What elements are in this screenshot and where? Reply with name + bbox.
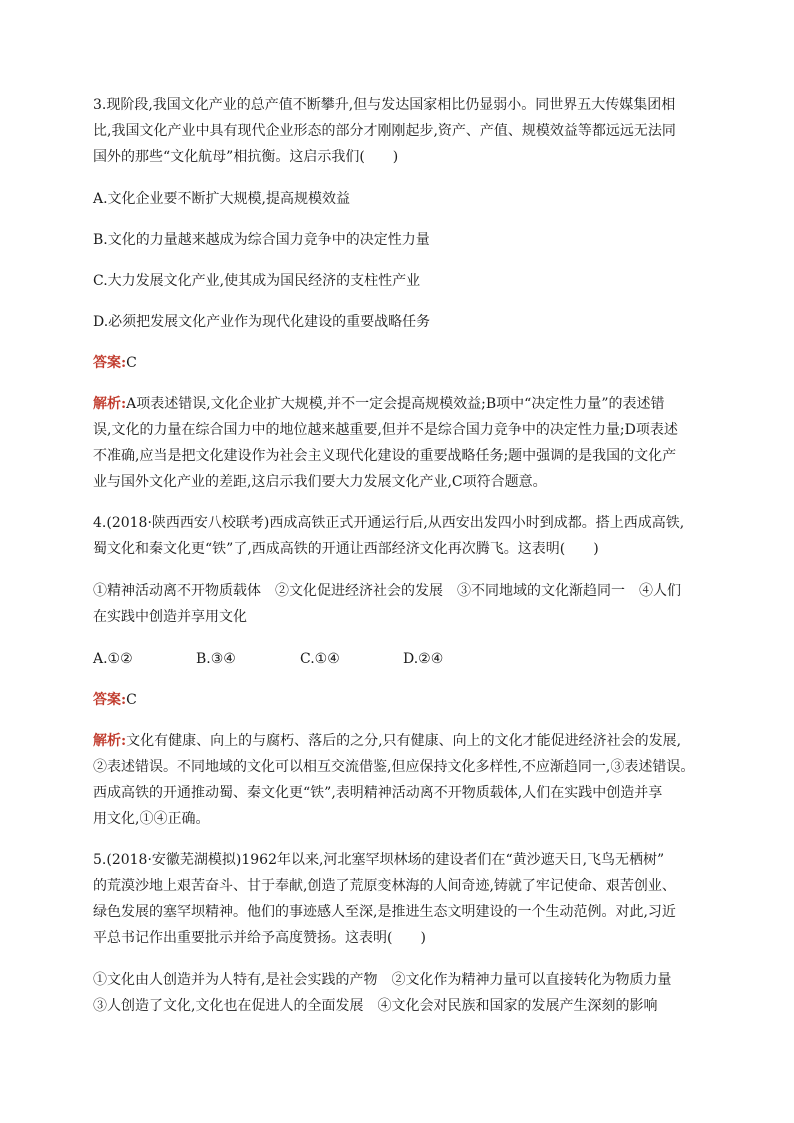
question-stem-line: 平总书记作出重要批示并给予高度赞扬。这表明( ) <box>93 930 426 946</box>
answer-line <box>93 350 703 376</box>
explanation-line <box>93 728 703 754</box>
question-stem-line: 蜀文化和秦文化更“铁”了,西成高铁的开通让西部经济文化再次腾飞。这表明( ) <box>93 541 599 557</box>
answer-line <box>93 687 703 713</box>
explanation-line: 业与国外文化产业的差距,这启示我们要大力发展文化产业,C项符合题意。 <box>93 474 547 490</box>
explanation-label: 解析: <box>93 733 127 749</box>
answer-label: 答案: <box>93 692 127 708</box>
statement-line: ①文化由人创造并为人特有,是社会实践的产物 ②文化作为精神力量可以直接转化为物质力量 <box>93 972 672 988</box>
explanation-line: 西成高铁的开通推动蜀、秦文化更“铁”,表明精神活动离不开物质载体,人们在实践中创造并享 <box>93 785 663 801</box>
option-b: B.文化的力量越来越成为综合国力竞争中的决定性力量 <box>93 232 430 248</box>
statement-line: 在实践中创造并享用文化 <box>93 609 247 625</box>
question-stem-line: 国外的那些“文化航母”相抗衡。这启示我们( ) <box>93 149 399 165</box>
question-stem-line: 5.(2018·安徽芜湖模拟)1962年以来,河北塞罕坝林场的建设者们在“黄沙遮天日,飞鸟无栖树” <box>93 852 665 868</box>
options-row <box>93 646 703 672</box>
explanation-line: 不准确,应当是把文化建设作为社会主义现代化建设的重要战略任务;题中强调的是我国的文化产 <box>93 448 677 464</box>
option-d: D.②④ <box>403 651 444 667</box>
statement-line: ③人创造了文化,文化也在促进人的全面发展 ④文化会对民族和国家的发展产生深刻的影响 <box>93 998 658 1014</box>
option-c: C.①④ <box>300 651 340 667</box>
option-a: A.文化企业要不断扩大规模,提高规模效益 <box>93 191 351 207</box>
question-3 <box>93 92 703 495</box>
question-stem-line: 3.现阶段,我国文化产业的总产值不断攀升,但与发达国家相比仍显弱小。同世界五大传媒集团相 <box>93 97 676 113</box>
answer-label: 答案: <box>93 355 127 371</box>
question-stem-line: 的荒漠沙地上艰苦奋斗、甘于奉献,创造了荒原变林海的人间奇迹,铸就了牢记使命、艰苦创业、 <box>93 878 676 894</box>
explanation-line <box>93 391 703 417</box>
question-stem-line: 4.(2018·陕西西安八校联考)西成高铁正式开通运行后,从西安出发四小时到成都。搭上西成高铁, <box>93 515 685 531</box>
explanation-label: 解析: <box>93 396 127 412</box>
option-c: C.大力发展文化产业,使其成为国民经济的支柱性产业 <box>93 273 421 289</box>
explanation-line: 误,文化的力量在综合国力中的地位越来越重要,但并不是综合国力竞争中的决定性力量;D项表述 <box>93 422 678 438</box>
explanation-line: 用文化,①④正确。 <box>93 811 210 827</box>
question-stem-line: 比,我国文化产业中具有现代企业形态的部分才刚刚起步,资产、产值、规模效益等都远远无法同 <box>93 123 676 139</box>
option-d: D.必须把发展文化产业作为现代化建设的重要战略任务 <box>93 314 431 330</box>
option-b: B.③④ <box>196 651 236 667</box>
statement-line: ①精神活动离不开物质载体 ②文化促进经济社会的发展 ③不同地域的文化渐趋同一 ④人们 <box>93 583 681 599</box>
document-page <box>93 92 703 1019</box>
option-a: A.①② <box>93 651 133 667</box>
question-4 <box>93 510 703 832</box>
question-stem-line: 绿色发展的塞罕坝精神。他们的事迹感人至深,是推进生态文明建设的一个生动范例。对此,习近 <box>93 904 676 920</box>
explanation-text: 文化有健康、向上的与腐朽、落后的之分,只有健康、向上的文化才能促进经济社会的发展, <box>126 733 682 749</box>
answer-value: C <box>126 692 137 708</box>
explanation-text: A项表述错误,文化企业扩大规模,并不一定会提高规模效益;B项中“决定性力量”的表述错 <box>126 396 665 412</box>
answer-value: C <box>126 355 137 371</box>
explanation-line: ②表述错误。不同地域的文化可以相互交流借鉴,但应保持文化多样性,不应渐趋同一,③表述错误。 <box>93 759 695 775</box>
question-5 <box>93 847 703 1019</box>
